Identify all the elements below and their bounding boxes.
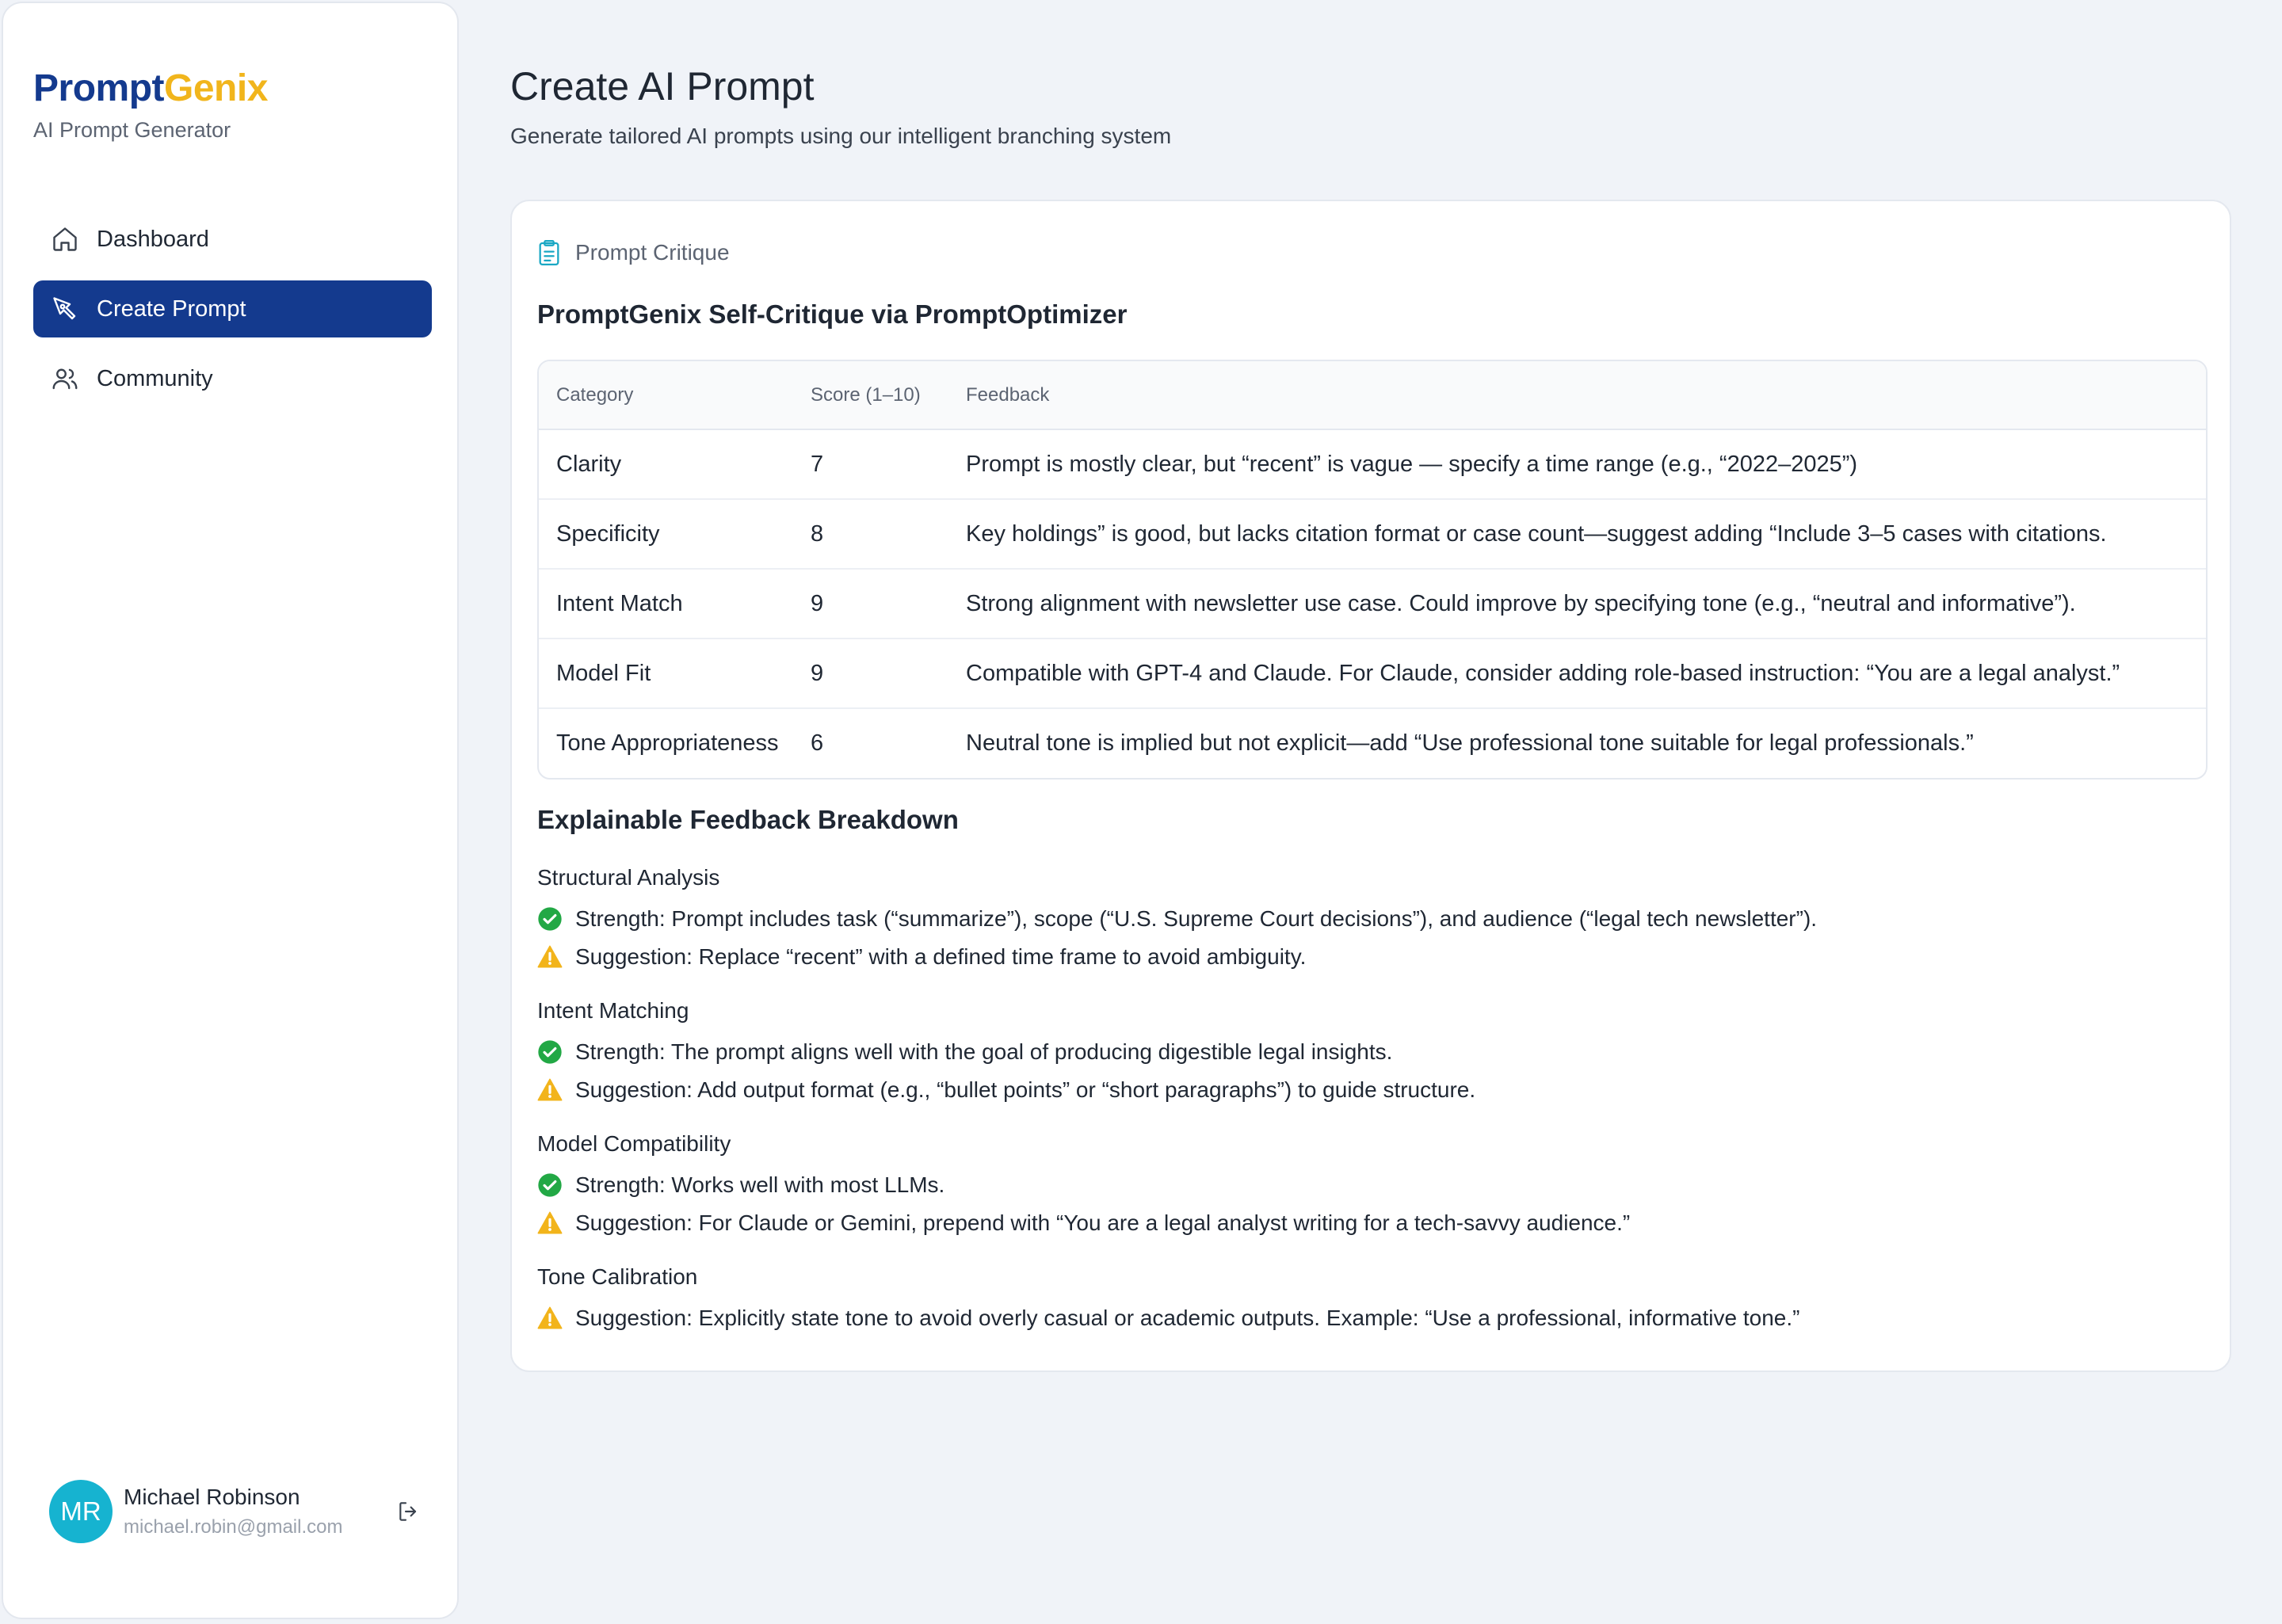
brand-name-part2: Genix: [164, 67, 268, 109]
logout-icon[interactable]: [396, 1499, 422, 1524]
clipboard-icon: [537, 239, 561, 266]
table-header-row: [539, 361, 2206, 429]
item-text: Suggestion: Replace “recent” with a defined time frame to avoid ambiguity.: [575, 944, 1307, 969]
table-row: [539, 429, 2206, 499]
cell-feedback: Prompt is mostly clear, but “recent” is vague — specify a time range (e.g., “2022–2025”): [966, 451, 1858, 477]
cell-feedback: Strong alignment with newsletter use case. Could improve by specifying tone (e.g., “neutral and informative”).: [966, 569, 2206, 639]
section-title: Model Compatibility: [537, 1131, 731, 1156]
cell-score: 8: [811, 499, 966, 569]
brand-subtitle: AI Prompt Generator: [33, 118, 231, 142]
item-text: Suggestion: For Claude or Gemini, prepend with “You are a legal analyst writing for a tech-savvy audience.”: [575, 1210, 1631, 1235]
header-score: Score (1–10): [811, 361, 966, 429]
section-title: Structural Analysis: [537, 865, 720, 890]
cell-category: Specificity: [539, 499, 811, 569]
section-title: Tone Calibration: [537, 1264, 698, 1289]
critique-table: [537, 360, 2208, 780]
sidebar-nav: [33, 211, 432, 420]
cell-feedback: Key holdings” is good, but lacks citation format or case count—suggest adding “Include 3–5 cases with citations.: [966, 499, 2206, 569]
home-icon: [51, 225, 79, 254]
check-circle-icon: [537, 906, 563, 932]
sidebar-item-dashboard[interactable]: [33, 211, 432, 268]
section-intent-matching: [537, 995, 1475, 1109]
item-text: Strength: Prompt includes task (“summarize”), scope (“U.S. Supreme Court decisions”), and audience (“legal tech newsletter”).: [575, 906, 1818, 931]
cell-score: 7: [811, 451, 824, 477]
sidebar: [2, 2, 459, 1619]
cell-category: Model Fit: [539, 639, 811, 708]
users-icon: [51, 364, 79, 393]
brand-logo[interactable]: [33, 67, 268, 110]
cell-feedback: Neutral tone is implied but not explicit—add “Use professional tone suitable for legal professionals.”: [966, 708, 2206, 778]
suggestion-item: [537, 1071, 1475, 1109]
item-text: Suggestion: Add output format (e.g., “bullet points” or “short paragraphs”) to guide structure.: [575, 1077, 1476, 1102]
section-title: Intent Matching: [537, 998, 689, 1023]
sidebar-item-community[interactable]: [33, 350, 432, 407]
item-text: Suggestion: Explicitly state tone to avoid overly casual or academic outputs. Example: “Use a professional, informative tone.”: [575, 1306, 1800, 1330]
warning-icon: [537, 1210, 563, 1236]
cell-feedback: Compatible with GPT-4 and Claude. For Claude, consider adding role-based instruction: “You are a legal analyst.”: [966, 639, 2206, 708]
user-profile: [49, 1480, 422, 1543]
warning-icon: [537, 944, 563, 970]
page-title: Create AI Prompt: [510, 64, 815, 109]
suggestion-item: [537, 938, 1817, 976]
sidebar-item-label: Community: [97, 365, 213, 391]
card-tag-label: Prompt Critique: [575, 240, 730, 265]
table-row: [539, 639, 2206, 708]
pen-tool-icon: [51, 295, 79, 323]
sidebar-item-create-prompt[interactable]: [33, 280, 432, 337]
section-tone-calibration: [537, 1261, 1799, 1337]
table-row: [539, 569, 2206, 639]
table-row: [539, 708, 2206, 778]
item-text: Strength: The prompt aligns well with the goal of producing digestible legal insights.: [575, 1039, 1393, 1064]
section-model-compatibility: [537, 1128, 1630, 1242]
suggestion-item: [537, 1204, 1630, 1242]
avatar[interactable]: MR: [49, 1480, 113, 1543]
cell-category: Tone Appropriateness: [539, 708, 811, 778]
item-text: Strength: Works well with most LLMs.: [575, 1172, 945, 1197]
sidebar-item-label: Create Prompt: [97, 295, 246, 322]
cell-score: 6: [811, 708, 966, 778]
card-tag: [537, 239, 730, 266]
sidebar-item-label: Dashboard: [97, 226, 209, 252]
user-name: Michael Robinson: [124, 1485, 300, 1509]
suggestion-item: [537, 1299, 1799, 1337]
strength-item: [537, 1166, 1630, 1204]
strength-item: [537, 1033, 1475, 1071]
cell-score: 9: [811, 569, 966, 639]
check-circle-icon: [537, 1039, 563, 1065]
cell-category: Intent Match: [539, 569, 811, 639]
user-email: michael.robin@gmail.com: [124, 1516, 343, 1538]
table-row: [539, 499, 2206, 569]
header-category: Category: [539, 361, 811, 429]
section-structural-analysis: [537, 862, 1817, 976]
brand: [33, 67, 268, 143]
cell-score: 9: [811, 639, 966, 708]
header-feedback: Feedback: [966, 361, 2206, 429]
check-circle-icon: [537, 1172, 563, 1198]
prompt-critique-card: [510, 200, 2231, 1372]
cell-category: Clarity: [556, 451, 622, 477]
warning-icon: [537, 1306, 563, 1331]
card-title: PromptGenix Self-Critique via PromptOptimizer: [537, 299, 1128, 329]
brand-name-part1: Prompt: [33, 67, 164, 109]
page-subtitle: Generate tailored AI prompts using our intelligent branching system: [510, 124, 1172, 148]
strength-item: [537, 900, 1817, 938]
breakdown-title: Explainable Feedback Breakdown: [537, 805, 959, 834]
user-info: [124, 1485, 388, 1538]
warning-icon: [537, 1077, 563, 1103]
